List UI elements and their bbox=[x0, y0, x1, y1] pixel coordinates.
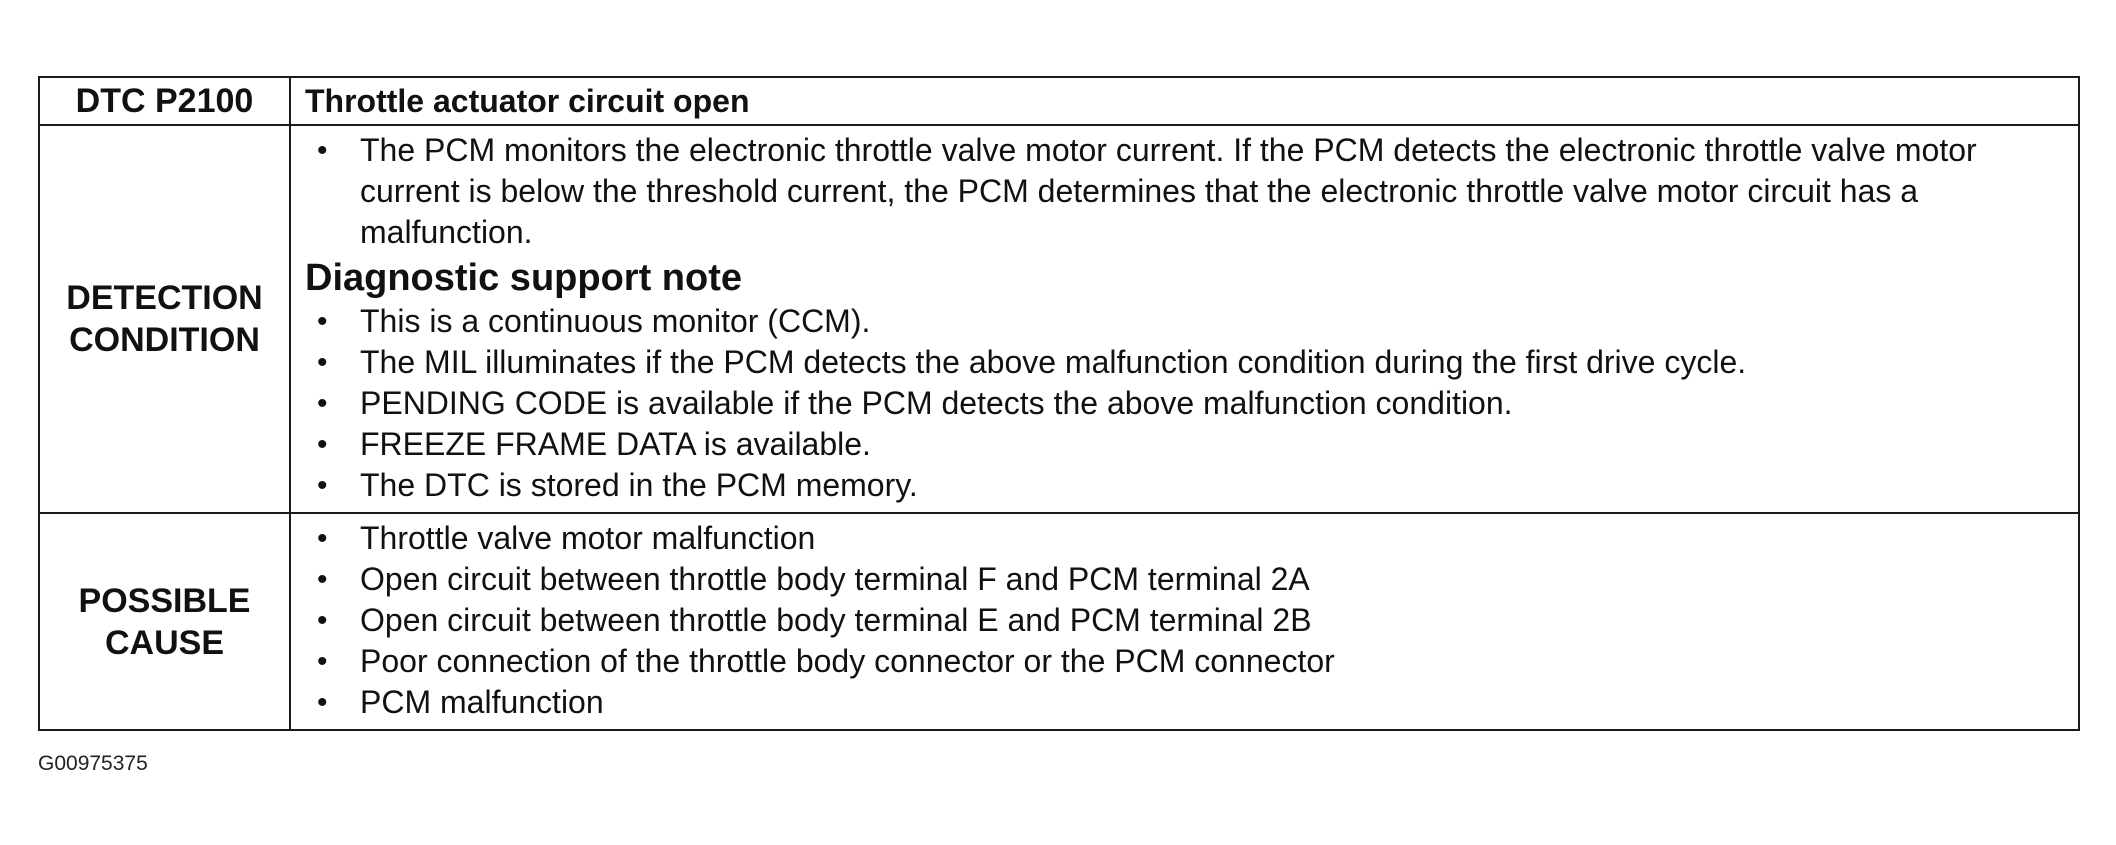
cause-bullet-text: Throttle valve motor malfunction bbox=[360, 520, 816, 556]
detection-label-line1: DETECTION bbox=[66, 279, 263, 317]
bullet-icon: • bbox=[317, 428, 328, 461]
support-bullet-text: The MIL illuminates if the PCM detects the above malfunction condition during the first drive cycle. bbox=[360, 344, 1747, 380]
bullet-icon: • bbox=[317, 686, 328, 719]
bullet-icon: • bbox=[317, 305, 328, 338]
cause-bullet-text: Poor connection of the throttle body connector or the PCM connector bbox=[360, 643, 1335, 679]
bullet-icon: • bbox=[317, 387, 328, 420]
support-bullet-text: The DTC is stored in the PCM memory. bbox=[360, 467, 918, 503]
bullet-icon: • bbox=[317, 645, 328, 678]
cause-bullet-text: Open circuit between throttle body terminal E and PCM terminal 2B bbox=[360, 602, 1312, 638]
support-bullet-text: This is a continuous monitor (CCM). bbox=[360, 303, 871, 339]
detection-label-line2: CONDITION bbox=[69, 321, 260, 359]
bullet-icon: • bbox=[317, 469, 328, 502]
detection-bullet-text: The PCM monitors the electronic throttle valve motor current. If the PCM detects the electronic throttle valve motor current is below the threshold current, the PCM determines that the electronic throttle valve motor circuit has a malfunction. bbox=[360, 132, 1977, 250]
cause-bullet-list bbox=[305, 518, 2064, 723]
support-bullet-list bbox=[305, 301, 2064, 506]
cause-bullet-text: Open circuit between throttle body terminal F and PCM terminal 2A bbox=[360, 561, 1310, 597]
figure-id: G00975375 bbox=[38, 752, 148, 775]
possible-cause-row bbox=[39, 513, 2079, 730]
support-bullet bbox=[305, 383, 2064, 424]
header-row bbox=[39, 77, 2079, 125]
cause-bullet bbox=[305, 600, 2064, 641]
detection-row bbox=[39, 125, 2079, 513]
diagnostic-support-heading: Diagnostic support note bbox=[305, 257, 742, 299]
support-bullet bbox=[305, 424, 2064, 465]
dtc-table bbox=[38, 76, 2080, 731]
bullet-icon: • bbox=[317, 346, 328, 379]
cause-bullet bbox=[305, 559, 2064, 600]
cause-bullet bbox=[305, 682, 2064, 723]
detection-bullet-list bbox=[305, 130, 2064, 253]
dtc-title: Throttle actuator circuit open bbox=[290, 77, 2079, 125]
bullet-icon: • bbox=[317, 604, 328, 637]
possible-cause-label bbox=[39, 513, 290, 730]
support-bullet-text: PENDING CODE is available if the PCM detects the above malfunction condition. bbox=[360, 385, 1513, 421]
detection-content bbox=[290, 125, 2079, 513]
possible-cause-content bbox=[290, 513, 2079, 730]
bullet-icon: • bbox=[317, 522, 328, 555]
dtc-code: DTC P2100 bbox=[39, 77, 290, 125]
detection-label bbox=[39, 125, 290, 513]
cause-bullet bbox=[305, 518, 2064, 559]
support-bullet bbox=[305, 465, 2064, 506]
possible-cause-label-line2: CAUSE bbox=[104, 623, 225, 662]
detection-bullet bbox=[305, 130, 2064, 253]
support-bullet bbox=[305, 342, 2064, 383]
cause-bullet bbox=[305, 641, 2064, 682]
support-bullet bbox=[305, 301, 2064, 342]
possible-cause-label-line1: POSSIBLE bbox=[78, 581, 251, 620]
cause-bullet-text: PCM malfunction bbox=[360, 684, 604, 720]
bullet-icon: • bbox=[317, 563, 328, 596]
bullet-icon: • bbox=[317, 134, 328, 167]
support-bullet-text: FREEZE FRAME DATA is available. bbox=[360, 426, 871, 462]
